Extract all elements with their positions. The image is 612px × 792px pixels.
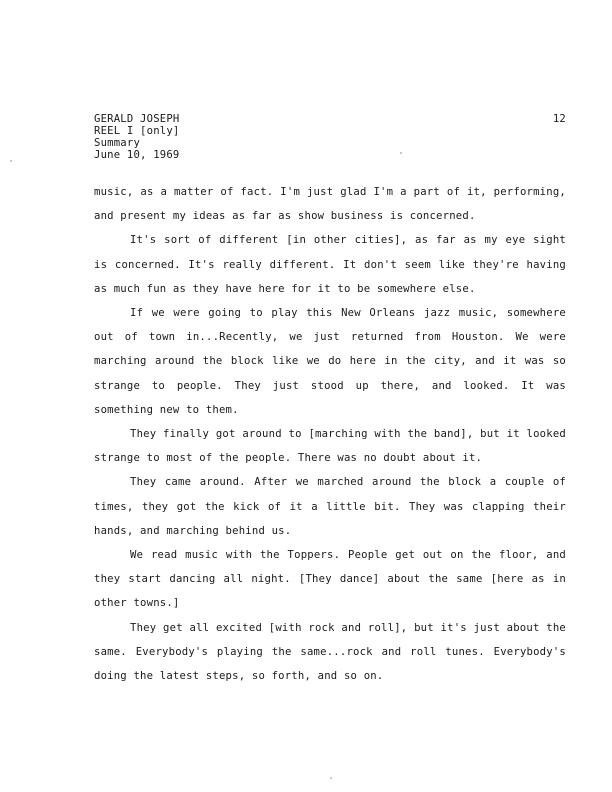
scan-speck: [330, 777, 332, 779]
paragraph: It's sort of different [in other cities], as far as my eye sight is concerned. It's really different. It don't seem like they're having as much fun as they have here for it to be somewhere else.: [94, 234, 566, 295]
scan-speck: [10, 160, 12, 162]
paragraph: music, as a matter of fact. I'm just glad I'm a part of it, performing, and present my ideas as far as show business is concerned.: [94, 186, 566, 223]
paragraph: We read music with the Toppers. People get out on the floor, and they start dancing all night. [They dance] about the same [here as in other towns.]: [94, 549, 566, 610]
reel-label: REEL I [only]: [94, 125, 180, 137]
paragraph: If we were going to play this New Orleans jazz music, somewhere out of town in...Recently, we just returned from Houston. We were marching around the block like we do here in the city, and it was so strange to people. They just stood up there, and looked. It was something new to them.: [94, 307, 566, 416]
paragraph: They get all excited [with rock and roll], but it's just about the same. Everybody's playing the same...rock and roll tunes. Everybody's doing the latest steps, so forth, and so on.: [94, 621, 566, 683]
document-header: [94, 113, 574, 161]
paragraph: They came around. After we marched around the block a couple of times, they got the kick of it a little bit. They was clapping their hands, and marching behind us.: [94, 476, 566, 537]
transcript-body: [94, 180, 566, 688]
interview-date: June 10, 1969: [94, 149, 180, 161]
interviewee-name: GERALD JOSEPH: [94, 113, 180, 125]
paragraph: They finally got around to [marching with the band], but it looked strange to most of the people. There was no doubt about it.: [94, 428, 566, 465]
document-type: Summary: [94, 137, 141, 149]
page-number: 12: [552, 113, 566, 125]
